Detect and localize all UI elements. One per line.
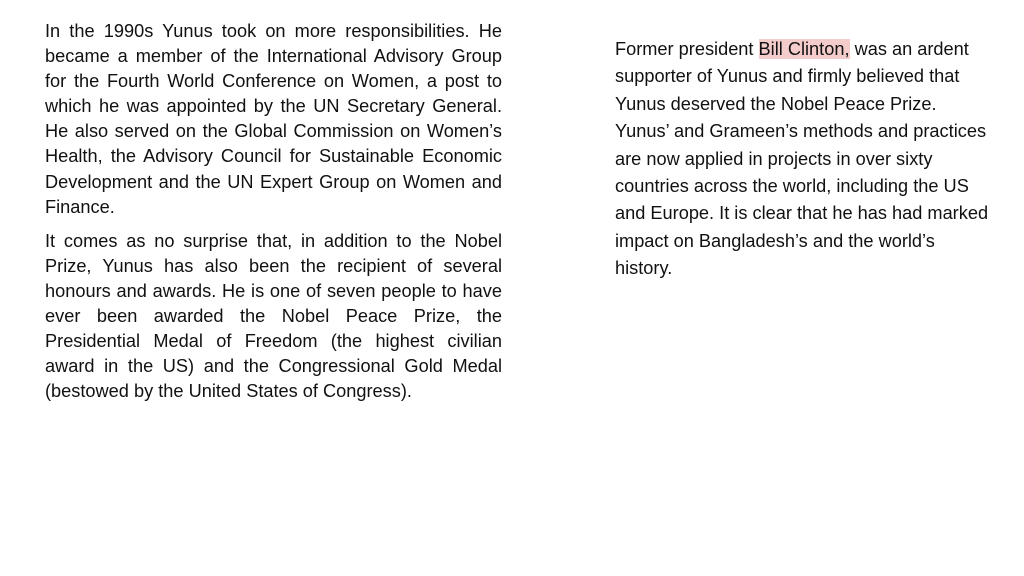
paragraph-clinton-support (615, 36, 995, 283)
highlighted-text-bill-clinton: Bill Clinton, (758, 39, 850, 59)
paragraph-honours-awards: It comes as no surprise that, in addition to the Nobel Prize, Yunus has also been the recipient of several honours and awards. He is one of seven people to have ever been awarded the Nobel Peace Prize, the Presidential Medal of Freedom (the highest civilian award in the US) and the Congressional Gold Medal (bestowed by the United States of Congress). (45, 230, 502, 402)
text-after-highlight: was an ardent supporter of Yunus and firmly believed that Yunus deserved the Nobel Peace Prize. Yunus’ and Grameen’s methods and practices are now applied in projects in over sixty countries across the world, including the US and Europe. It is clear that he has had marked impact on Bangladesh’s and the world’s history. (615, 39, 989, 279)
paragraph-responsibilities: In the 1990s Yunus took on more responsibilities. He became a member of the International Advisory Group for the Fourth World Conference on Women, a post to which he was appointed by the UN Secretary General. He also served on the Global Commission on Women’s Health, the Advisory Council for Sustainable Economic Development and the UN Expert Group on Women and Finance. (45, 21, 502, 217)
text-before-highlight: Former president (615, 39, 759, 59)
right-text-column (615, 36, 995, 283)
left-text-column (45, 19, 502, 413)
